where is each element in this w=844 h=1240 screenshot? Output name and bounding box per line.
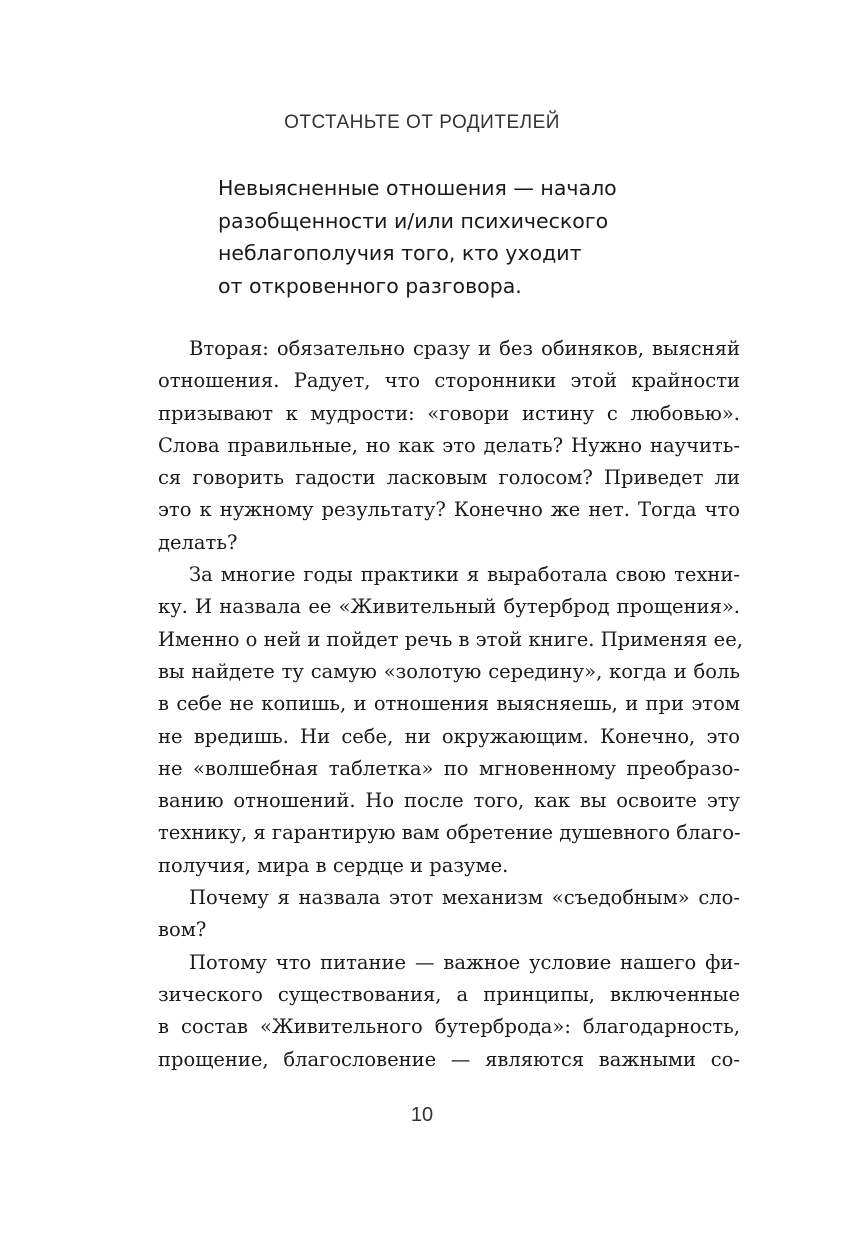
body-line: призывают к мудрости: «говори истину с любовью». (158, 401, 740, 425)
body-line: Именно о ней и пойдет речь в этой книге. Применяя ее, (158, 627, 743, 651)
running-head: ОТСТАНЬТЕ ОТ РОДИТЕЛЕЙ (284, 112, 560, 133)
pull-quote-line: неблагополучия того, кто уходит (218, 241, 582, 265)
body-line: вом? (158, 918, 207, 942)
body-line: в себе не копишь, и отношения выясняешь, и при этом (158, 692, 740, 716)
body-line: Потому что питание — важное условие нашего фи- (189, 950, 740, 974)
body-line: Вторая: обязательно сразу и без обиняков, выясняй (189, 337, 740, 360)
pull-quote (218, 172, 678, 302)
body-line: прощение, благословение — являются важными со- (158, 1047, 740, 1071)
body-text (158, 333, 743, 1076)
body-line: вы найдете ту самую «золотую середину», когда и боль (158, 659, 740, 683)
body-line: не «волшебная таблетка» по мгновенному преобразо- (158, 756, 740, 780)
body-line: Почему я назвала этот механизм «съедобным» сло- (189, 886, 740, 910)
body-line: в состав «Живительного бутерброда»: благодарность, (158, 1015, 740, 1039)
page-number: 10 (410, 1104, 434, 1126)
body-line: это к нужному результату? Конечно же нет. Тогда что (158, 498, 740, 522)
body-line: ся говорить гадости ласковым голосом? Приведет ли (158, 466, 740, 490)
body-line: отношения. Радует, что сторонники этой крайности (158, 369, 740, 393)
pull-quote-line: разобщенности и/или психического (218, 208, 609, 233)
pull-quote-line: от откровенного разговора. (218, 273, 522, 298)
body-line: технику, я гарантирую вам обретение душевного благо- (158, 821, 741, 845)
body-line: получия, мира в сердце и разуме. (158, 853, 509, 877)
body-line: ку. И назвала ее «Живительный бутерброд прощения». (158, 595, 740, 619)
body-line: делать? (158, 530, 238, 554)
body-line: не вредишь. Ни себе, ни окружающим. Конечно, это (158, 724, 740, 748)
body-line: зического существования, а принципы, включенные (158, 982, 740, 1006)
body-line: Слова правильные, но как это делать? Нужно научить- (158, 433, 740, 457)
body-line: ванию отношений. Но после того, как вы освоите эту (158, 789, 740, 813)
pull-quote-line: Невыясненные отношения — начало (218, 176, 617, 200)
body-line: За многие годы практики я выработала свою техни- (189, 563, 740, 587)
